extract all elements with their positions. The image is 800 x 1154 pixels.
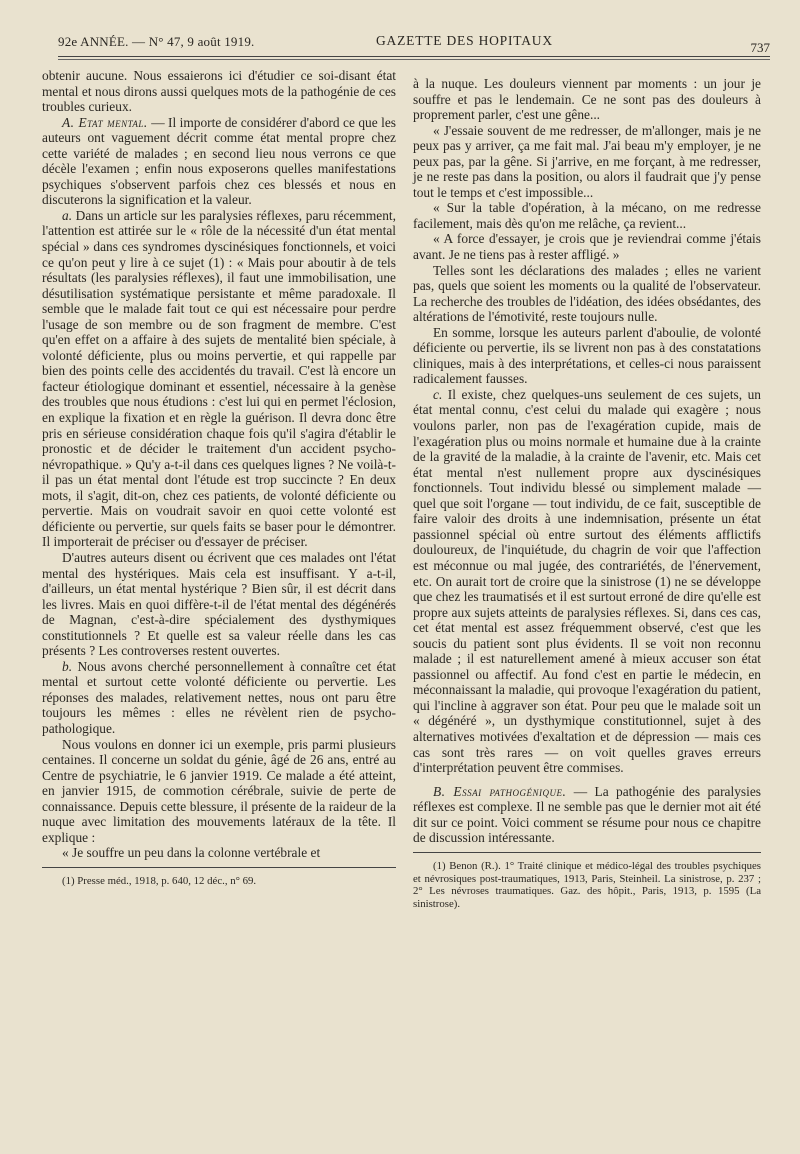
paragraph: obtenir aucune. Nous essaierons ici d'étudier ce soi-disant état mental et nous dirons aussi quelques mots de la pathogénie de ces troubles curieux. — [42, 68, 396, 115]
paragraph: « A force d'essayer, je crois que je reviendrai comme j'étais avant. Je ne tiens pas à rester affligé. » — [413, 231, 761, 263]
right-column — [413, 76, 761, 911]
section-heading: B. Essai pathogénique. — [433, 783, 567, 799]
paragraph — [413, 387, 761, 776]
paragraph-text: Nous avons cherché personnellement à connaître cet état mental et surtout cette volonté déficiente ou pervertie. Les réponses des malades, relativement nettes, nous ont paru être toujours les mêmes : elles ne révèlent rien de psycho-pathologique. — [42, 658, 396, 736]
journal-title: GAZETTE DES HOPITAUX — [376, 33, 553, 48]
footnote: (1) Presse méd., 1918, p. 640, 12 déc., n° 69. — [62, 874, 257, 887]
issue-line: 92e ANNÉE. — N° 47, 9 août 1919. — [58, 34, 255, 49]
section-paragraph — [413, 784, 761, 846]
running-header — [58, 30, 770, 55]
paragraph: Telles sont les déclarations des malades ; elles ne varient pas, quels que soient les moments ou la qualité de l'observateur. La recherche des troubles de l'idéation, des idées obsédantes, des altérations de l'émotivité, reste toujours nulle. — [413, 262, 761, 325]
page-number: 737 — [750, 40, 770, 55]
paragraph-text: Dans un article sur les paralysies réflexes, paru récemment, l'attention est attirée sur le « rôle de la nécessité d'un état mental spécial » dans ces syndromes dyscinésiques fonctionnels, et voici ce qu'on peut y lire à ce sujet (1) : « Mais pour aboutir à de tels résultats (les paralysies réflexes), il faut une immobilisation, une désutilisation systématique persistante et même paradoxale. Il semble que le malade fait tout ce qui est nécessaire pour perdre l'usage de son membre ou de son fragment de membre. C'est qu'en effet on a affaire à des sujets de mentalité bien spéciale, à volonté déficiente, plus ou moins pervertie, et qui rappelle par bien des points celle des accidentés du travail. C'est là encore un facteur étiologique dominant et essentiel, nécessaire à la genèse des troubles que nous étudions : c'est lui qui en permet l'éclosion, en explique la fixation et en règle la guérison. Il devra donc être pris en sérieuse considération chaque fois qu'il s'agira d'établir le pronostic et de décider le traitement d'un accident psycho-névropathique. » Qu'y a-t-il dans ces quelques lignes ? Ne voilà-t-il pas un état mental dont l'étude est trop succincte ? En deux mots, il s'agit, dit-on, chez ces patients, de volonté déficiente ou pervertie. Mais on voudrait savoir en quoi cette volonté est déficiente ou pervertie, sur quels faits se baser pour le démontrer. Il importerait de préciser ou d'essayer de préciser. — [42, 207, 396, 550]
paragraph-text: — Il importe de considérer d'abord ce que les auteurs ont vaguement décrit comme état mental propre chez cette variété de malades ; en second lieu nous verrons ce que décèle l'examen ; enfin nous exposerons quelles manifestations psychiques s'observent parfois chez ces blessés et nous en discuterons la signification et la valeur. — [42, 114, 396, 208]
subsection-letter: b. — [62, 658, 73, 674]
paragraph-text: Il existe, chez quelques-uns seulement de ces sujets, un état mental connu, c'est celui du malade qui exagère ; nous voulons parler, non pas de l'exagération cupide, mais de l'exagération plus ou moins normale et humaine due à la crainte de la gravité de la maladie, à la crainte de l'avenir, etc. Mais cet état mental n'est nullement propre aux dyscinésiques fonctionnels. Tout individu blessé ou simplement malade — quel que soit l'organe — tout individu, de ce fait, susceptible de faire valoir des droits à une indemnisation, présente un état passionnel spécial où entre surtout des éléments afflictifs douloureux, de l'inquiétude, du chagrin de voir que l'affection est méconnue ou mal jugée, des contrariétés, de l'énervement, etc. On aurait tort de croire que la sinistrose (1) ne se développe que chez les traumatisés et il est surtout erroné de dire qu'elle est propre aux sujets atteints de paralysies réflexes. Si, dans ces cas, cet état mental est assez fréquemment observé, c'est que les soucis du patient sont plus évidents. Il se voit non reconnu malade ; il est naturellement amené à mieux accuser son état passionnel ou affectif. Au fond c'est en partie le médecin, en méconnaissant la maladie, qui provoque l'exagération du patient, qui l'incline à aggraver son état. Pour peu que le malade soit un « dégénéré », un dysthymique constitutionnel, sujet à des alternatives motivées d'exaltation et de dépression — mais ces cas sont très rares — on voit quelles graves erreurs d'interprétation peuvent être commises. — [413, 386, 761, 776]
paragraph: D'autres auteurs disent ou écrivent que ces malades ont l'état mental des hystériques. Mais cela est insuffisant. Y a-t-il, d'ailleurs, un état mental hystérique ? Bien sûr, il est décrit dans les livres. Mais en quoi diffère-t-il de l'état mental des dégénérés de Magnan, c'est-à-dire spécialement des dysthymiques constitutionnels ? Et quelle est sa valeur réelle dans les cas présents ? Les controverses restent ouvertes. — [42, 549, 396, 659]
left-column — [42, 68, 396, 888]
header-rule — [58, 56, 770, 57]
paragraph: « Sur la table d'opération, à la mécano, on me redresse facilement, mais dès qu'on me relâche, ça revient... — [413, 200, 761, 231]
paragraph: Nous voulons en donner ici un exemple, pris parmi plusieurs centaines. Il concerne un soldat du génie, âgé de 26 ans, entré au Centre de psychiatrie, le 6 janvier 1919. Ce malade a été atteint, en janvier 1915, de commotion cérébrale, suivie de perte de connaissance. Depuis cette blessure, il présente de la raideur de la nuque avec limitation des mouvements latéraux de la tête. Il explique : — [42, 736, 396, 845]
footnote-rule — [413, 852, 761, 853]
paragraph — [42, 208, 396, 550]
paragraph: « Je souffre un peu dans la colonne vertébrale et — [62, 845, 321, 861]
header-rule-secondary — [58, 59, 770, 60]
subsection-letter: c. — [433, 386, 443, 402]
paragraph-text: — La pathogénie des paralysies réflexes est complexe. Il ne semble pas que le dernier mot ait été dit sur ce point. Voici comment se résume pour nous ce chapitre de discussion intéressante. — [413, 783, 761, 846]
paragraph: En somme, lorsque les auteurs parlent d'aboulie, de volonté déficiente ou pervertie, ils se livrent non pas à des constatations cliniques, mais à des interprétations, et celles-ci nous paraissent radicalement fausses. — [413, 324, 761, 387]
section-paragraph — [42, 115, 396, 208]
section-heading: A. Etat mental. — [62, 114, 148, 130]
subsection-letter: a. — [62, 207, 73, 223]
paragraph — [42, 659, 396, 737]
footnote: (1) Benon (R.). 1° Traité clinique et médico-légal des troubles psychiques et névrosiques post-traumatiques, 1913, Paris, Steinheil. La sinistrose, p. 237 ; 2° Les névroses traumatiques. Gaz. des hôpit., Paris, 1913, p. 1595 (La sinistrose). — [413, 859, 761, 911]
spacer — [413, 776, 761, 784]
footnote-rule — [42, 867, 396, 868]
paragraph: à la nuque. Les douleurs viennent par moments : un jour je souffre et pas le lendemain. Ce ne sont pas des douleurs à proprement parler, c'est une gêne... — [413, 76, 761, 123]
paragraph: « J'essaie souvent de me redresser, de m'allonger, mais je ne peux pas y arriver, ça me fait mal. J'ai beau m'y employer, je ne peux pas, par la gêne. Si j'arrive, en me forçant, à me redresser, je ne reste pas dans la position, ou alors il faudrait que j'y pense tout le temps et c'est impossible... — [413, 122, 761, 200]
